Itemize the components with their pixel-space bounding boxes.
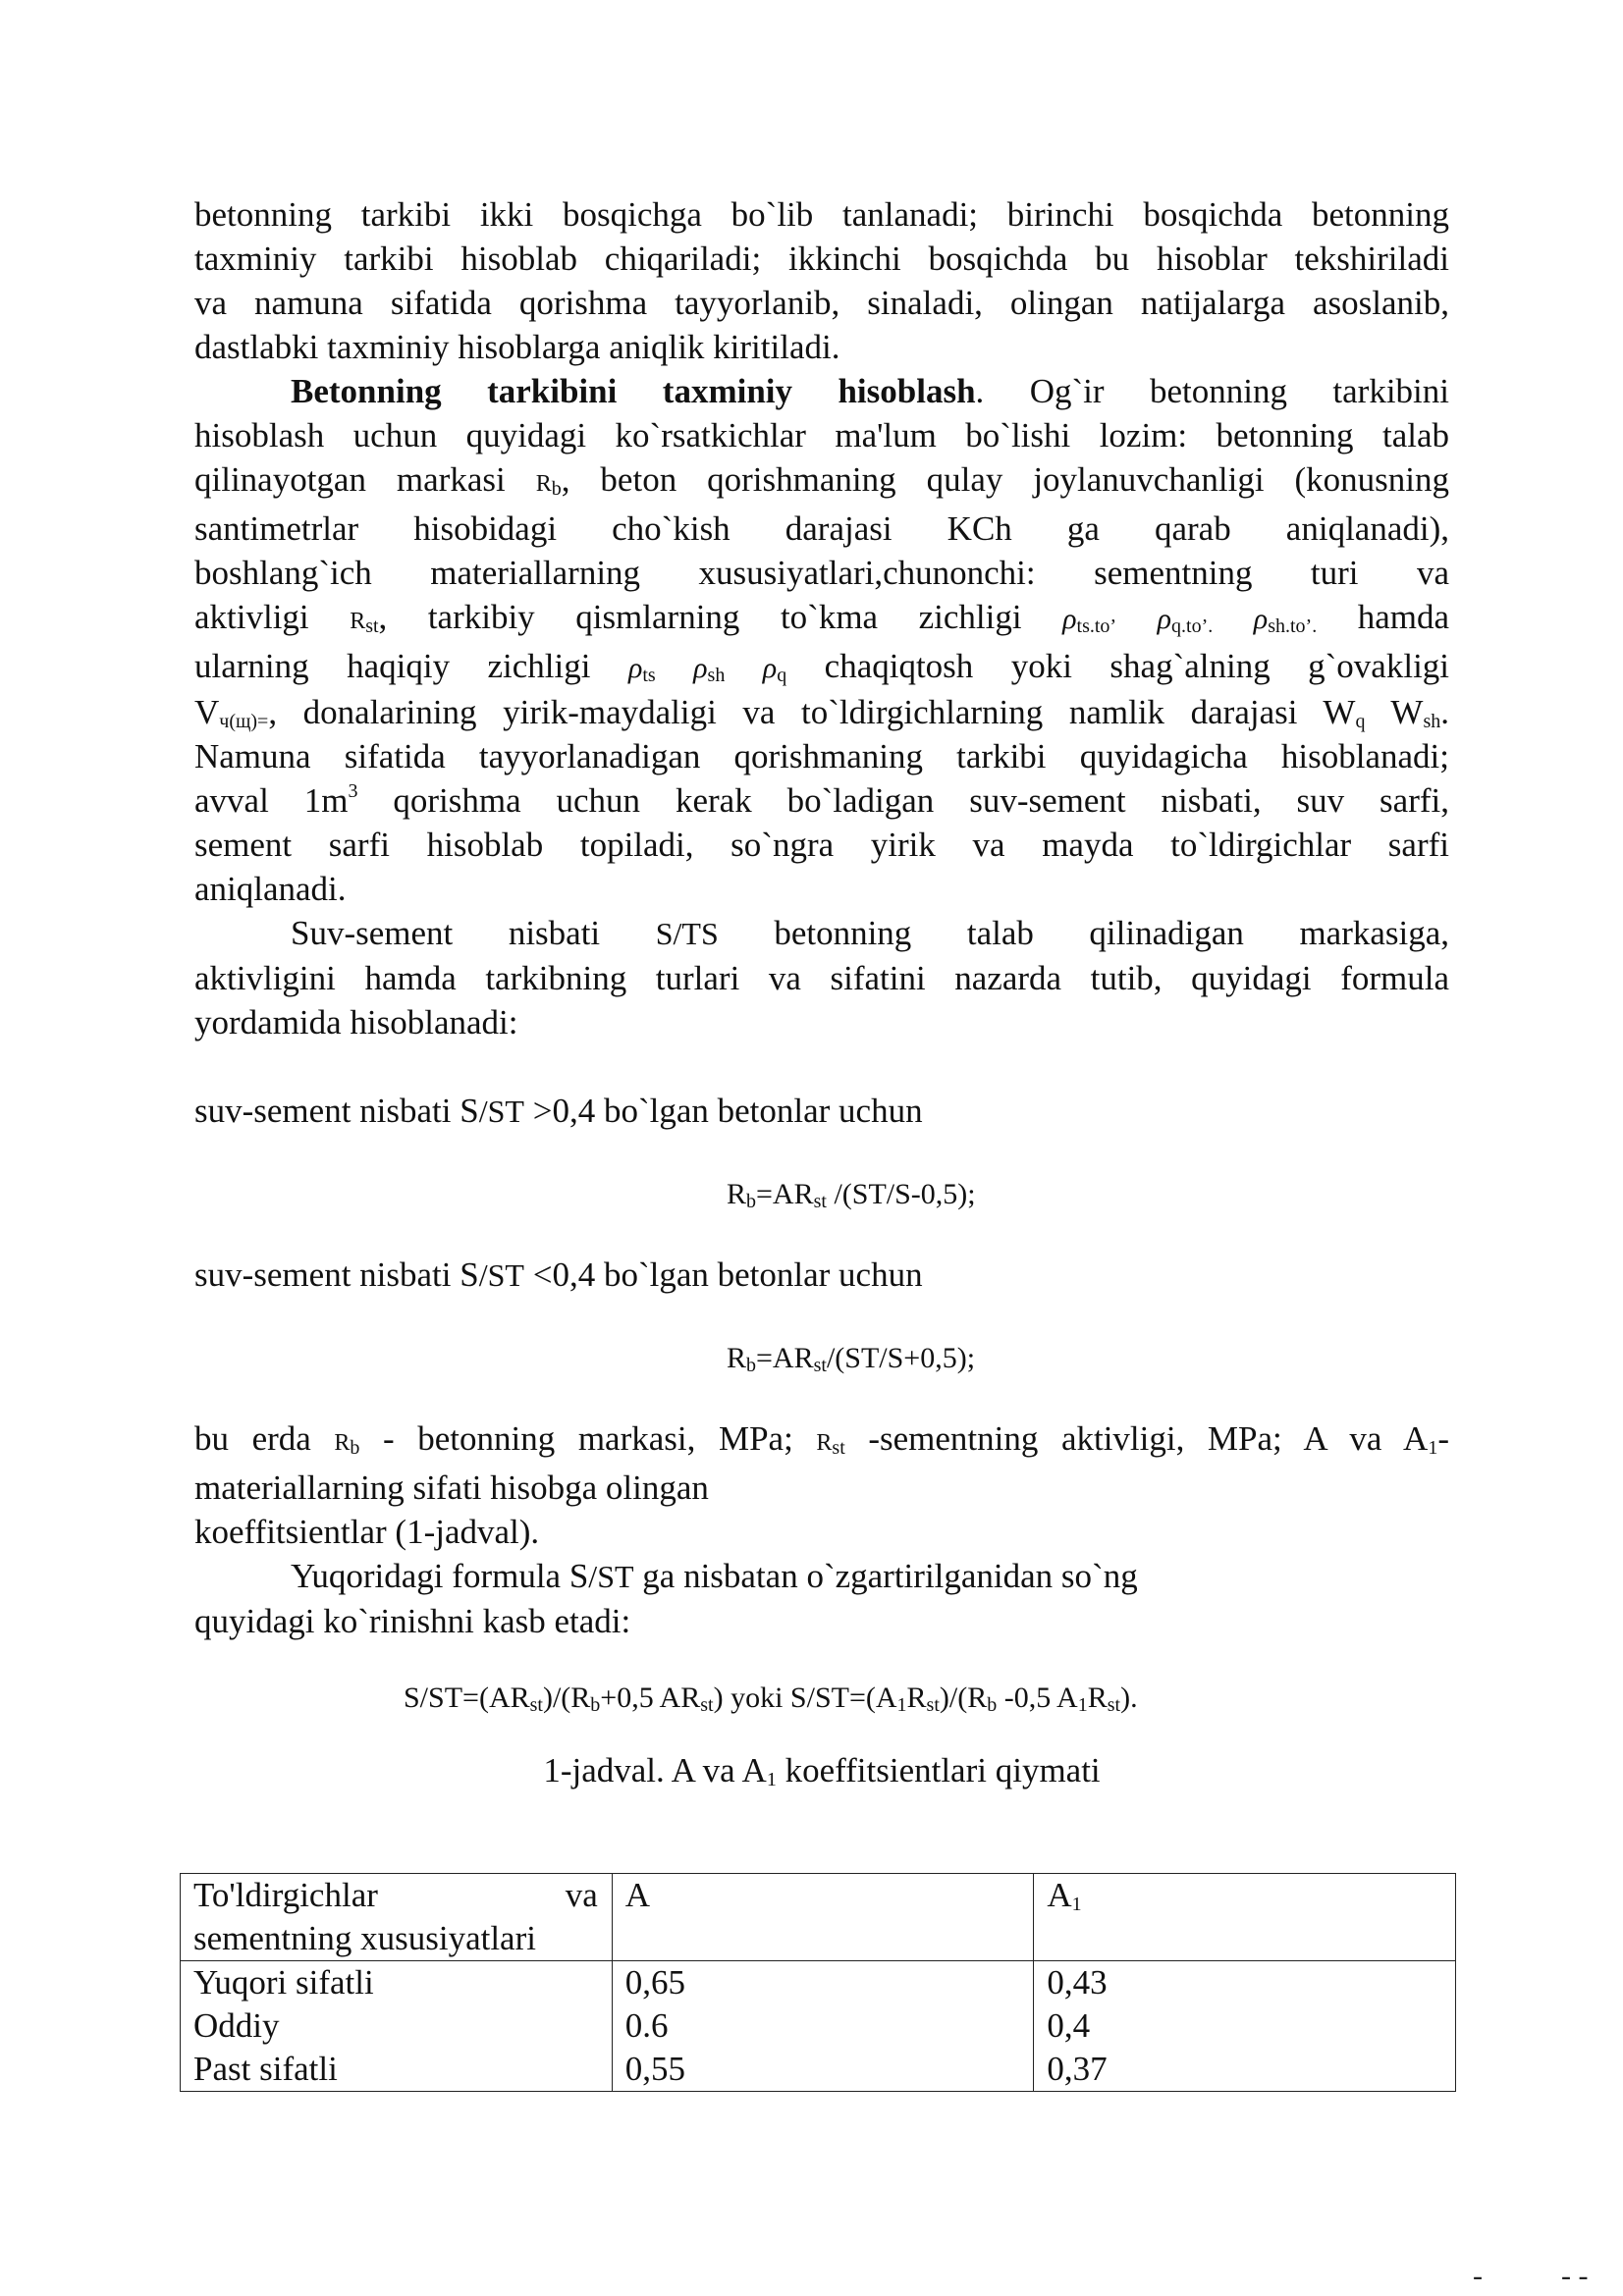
formula-3: $S/ST=(AR_{st})/(R_b+0,5$ $AR_{st}$) yoki $S/ST=(A_1R_{st})/(R_b$ -0,5 $A_1R_{st}$). bbox=[404, 1682, 1138, 1716]
table-row-label: Yuqori sifatli bbox=[193, 1963, 374, 2002]
text-line: sement sarfi hisoblab topiladi, so`ngra yirik va mayda to`ldirgichlar sarfi bbox=[194, 826, 1449, 864]
table-value: 0,4 bbox=[1047, 2006, 1091, 2045]
table-value: 0.6 bbox=[624, 2006, 669, 2045]
coefficients-table bbox=[180, 1873, 1456, 2092]
paragraph-definitions bbox=[194, 1416, 1449, 1554]
text-line: hisoblash uchun quyidagi ko`rsatkichlar ma'lum bo`lishi lozim: betonning talab bbox=[194, 416, 1449, 454]
table-row-label: Oddiy bbox=[193, 2006, 280, 2045]
header-cell-a1: $A_1$ bbox=[1034, 1874, 1456, 1961]
table-value: 0,37 bbox=[1047, 2050, 1108, 2088]
table-value: 0,43 bbox=[1047, 1963, 1108, 2002]
text-line: Yuqoridagi formula S/ST ga nisbatan o`zgartirilganidan so`ng bbox=[291, 1557, 1138, 1595]
table-value: 0,65 bbox=[624, 1963, 686, 2002]
paragraph-water-cement bbox=[194, 911, 1449, 1044]
text-line: Suv-sement nisbati S/TS betonning talab qilinadigan markasiga, bbox=[291, 914, 1450, 952]
text-line: ularning haqiqiy zichligi $\rho_{ts}$ $\rho_{sh}$ $\rho_q$ chaqiqtosh yoki shag`alning g`ovakligi bbox=[194, 647, 1450, 686]
paragraph-sample-mix bbox=[194, 734, 1449, 911]
text-line: boshlang`ich materiallarning xususiyatlari,chunonchi: sementning turi va bbox=[194, 554, 1449, 592]
footer-mark-left: - bbox=[1473, 2260, 1483, 2292]
text-line: quyidagi ko`rinishni kasb etadi: bbox=[194, 1602, 631, 1640]
table-body-row bbox=[181, 1961, 1456, 2092]
text-line: aktivligini hamda tarkibning turlari va sifatini nazarda tutib, quyidagi formula bbox=[194, 959, 1449, 997]
text-line: Betonning tarkibini taxminiy hisoblash. Og`ir betonning tarkibini bbox=[291, 372, 1449, 410]
header-cell-a: A bbox=[612, 1874, 1034, 1961]
table-caption: 1-jadval. A va $A_1$ koeffitsientlari qiymati bbox=[543, 1751, 1101, 1790]
condition-line-1: suv-sement nisbati S/ST >0,4 bo`lgan betonlar uchun bbox=[194, 1092, 923, 1130]
text-line: va namuna sifatida qorishma tayyorlanib, sinaladi, olingan natijalarga asoslanib, bbox=[194, 284, 1449, 322]
section-heading: Betonning tarkibini taxminiy hisoblash bbox=[291, 372, 976, 410]
header-cell-aggregates: To'ldirgichlar va sementning xususiyatlari bbox=[181, 1874, 613, 1961]
table-header-row bbox=[181, 1874, 1456, 1961]
footer-mark-right: - - bbox=[1561, 2260, 1589, 2292]
text-line: aktivligi $R_{st}$, tarkibiy qismlarning to`kma zichligi $\rho_{ts.to’}$ $\rho_{q.to’.}$ $\rho_{sh.to’.}$ hamda bbox=[194, 598, 1450, 637]
quality-cell bbox=[181, 1961, 613, 2092]
document-body bbox=[194, 192, 1449, 1792]
paragraph-intro bbox=[194, 192, 1449, 369]
text-line: materiallarning sifati hisobga olingan bbox=[194, 1468, 709, 1507]
text-line: santimetrlar hisobidagi cho`kish darajasi KCh ga qarab aniqlanadi), bbox=[194, 509, 1449, 548]
text-line: dastlabki taxminiy hisoblarga aniqlik kiritiladi. bbox=[194, 328, 840, 366]
text-line: bu erda $R_b$ - betonning markasi, MPa; $R_{st}$ -sementning aktivligi, MPa; A va $A_1-$ bbox=[194, 1419, 1449, 1459]
condition-line-2: suv-sement nisbati S/ST <0,4 bo`lgan betonlar uchun bbox=[194, 1255, 923, 1294]
text-line: koeffitsientlar (1-jadval). bbox=[194, 1513, 540, 1551]
text-line: yordamida hisoblanadi: bbox=[194, 1003, 518, 1041]
paragraph-approx-calculation bbox=[194, 369, 1449, 734]
paragraph-transformed bbox=[194, 1554, 1449, 1643]
table-value: 0,55 bbox=[624, 2050, 686, 2088]
formula-2: $R_b=AR_{st}/(ST/S+0,5)$; bbox=[727, 1342, 976, 1376]
formula-1: $R_b=AR_{st}$ /(ST/S-0,5); bbox=[727, 1178, 976, 1212]
text-line: qilinayotgan markasi $R_b$, beton qorishmaning qulay joylanuvchanligi (konusning bbox=[194, 460, 1450, 500]
text-line: $V_{ч(щ)=}$, donalarining yirik-maydaligi va to`ldirgichlarning namlik darajasi $W_q$ $W_{sh}$. bbox=[194, 693, 1450, 732]
a-values-cell bbox=[612, 1961, 1034, 2092]
text-line: aniqlanadi. bbox=[194, 870, 347, 908]
text-line: taxminiy tarkibi hisoblab chiqariladi; ikkinchi bosqichda bu hisoblar tekshiriladi bbox=[194, 240, 1449, 278]
text-line: betonning tarkibi ikki bosqichga bo`lib tanlanadi; birinchi bosqichda betonning bbox=[194, 195, 1449, 234]
text-line: avval $1m^3$ qorishma uchun kerak bo`ladigan suv-sement nisbati, suv sarfi, bbox=[194, 780, 1449, 820]
text-line: Namuna sifatida tayyorlanadigan qorishmaning tarkibi quyidagicha hisoblanadi; bbox=[194, 737, 1449, 775]
a1-values-cell bbox=[1034, 1961, 1456, 2092]
table-row-label: Past sifatli bbox=[193, 2050, 338, 2088]
